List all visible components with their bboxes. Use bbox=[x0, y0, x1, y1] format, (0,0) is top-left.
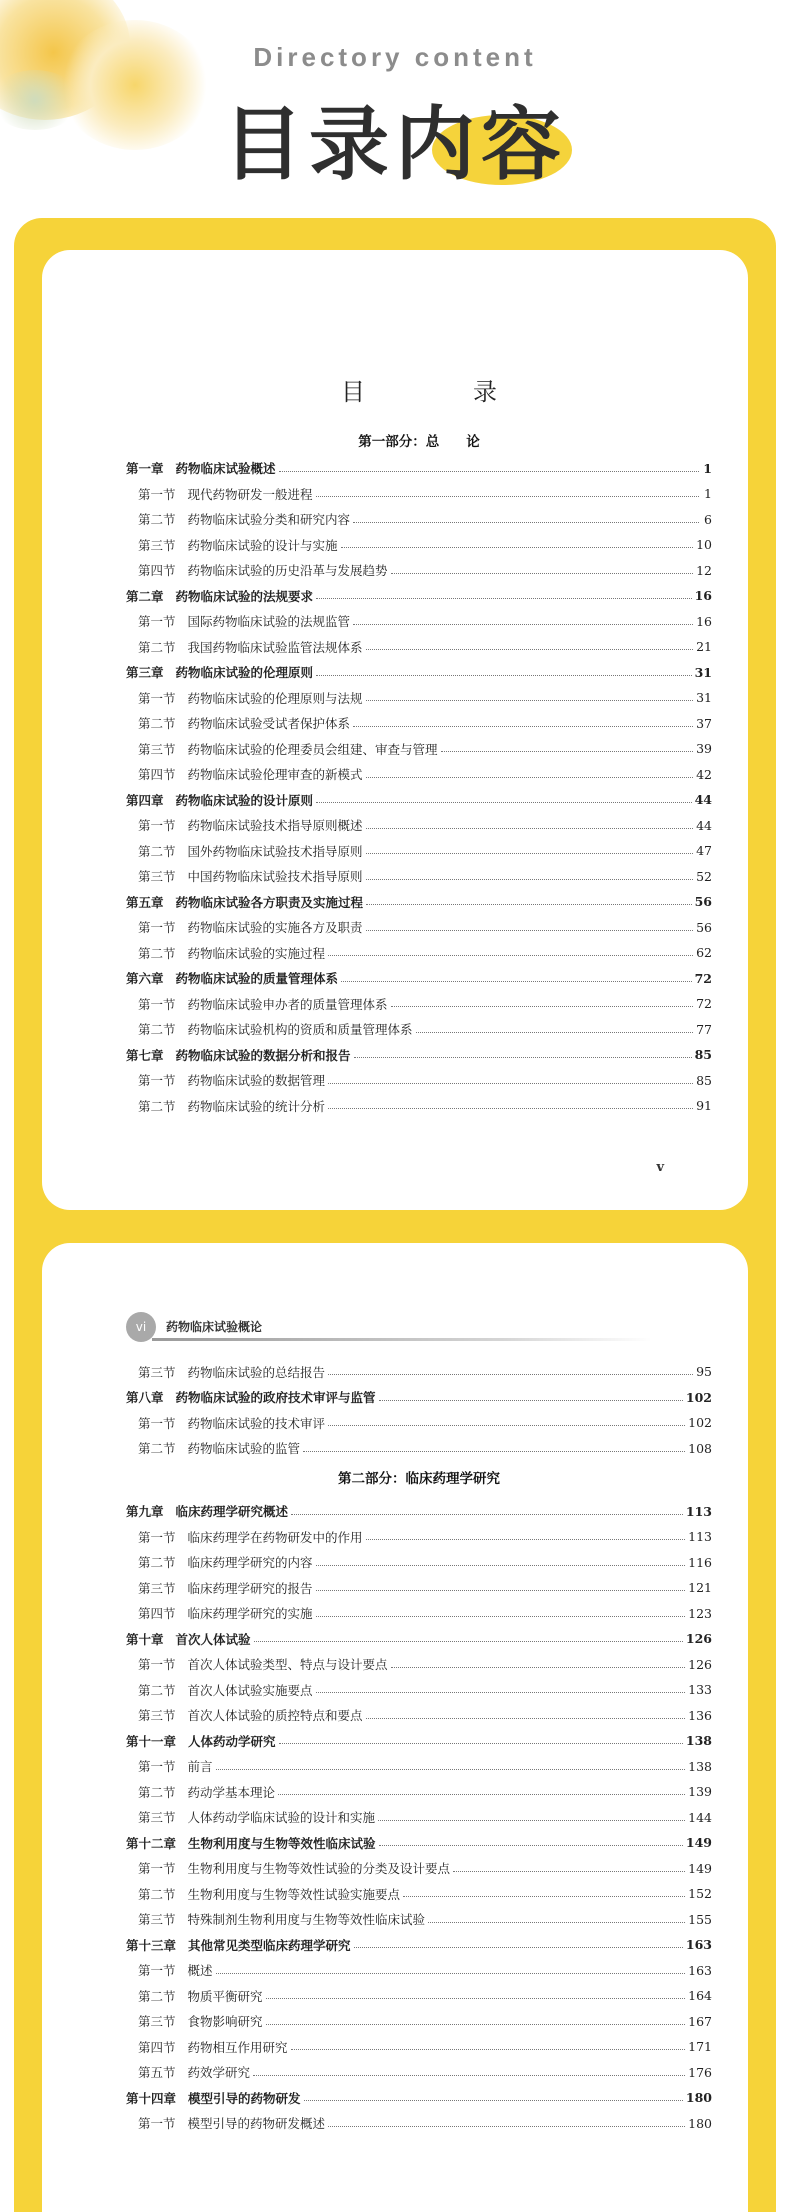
toc-entry-number: 第一节 bbox=[138, 1073, 176, 1089]
dot-leader bbox=[391, 573, 694, 574]
toc-entry-page: 133 bbox=[688, 1682, 712, 1698]
toc-chapter-row bbox=[126, 889, 712, 915]
toc-entry-page: 77 bbox=[696, 1021, 712, 1037]
toc-chapter-row bbox=[126, 1042, 712, 1068]
toc-entry-title: 药动学基本理论 bbox=[187, 1784, 276, 1800]
toc-section-row bbox=[126, 711, 712, 737]
toc-entry-page: 155 bbox=[688, 1911, 712, 1927]
page-folio: v bbox=[656, 1160, 664, 1175]
toc-entry-title: 药物临床试验的法规要求 bbox=[175, 588, 314, 604]
toc-entry-page: 163 bbox=[688, 1962, 712, 1978]
toc-entry-number: 第二节 bbox=[138, 716, 176, 732]
toc-chapter-row bbox=[126, 456, 712, 482]
toc-section-row bbox=[126, 1359, 712, 1385]
toc-section-row bbox=[126, 1410, 712, 1436]
toc-entry-page: 85 bbox=[696, 1072, 712, 1088]
toc-section-row bbox=[126, 2009, 712, 2035]
toc-entry-page: 180 bbox=[688, 2115, 712, 2131]
dot-leader bbox=[316, 802, 692, 803]
toc-entry-number: 第一章 bbox=[126, 461, 164, 477]
toc-entry-number: 第九章 bbox=[126, 1504, 164, 1520]
toc-entry-title: 药物临床试验的数据分析和报告 bbox=[175, 1047, 351, 1063]
toc-list bbox=[126, 1499, 712, 2137]
toc-entry-page: 149 bbox=[688, 1860, 712, 1876]
toc-entry-title: 食物影响研究 bbox=[187, 2014, 263, 2030]
toc-entry-page: 10 bbox=[696, 537, 712, 553]
toc-entry-title: 临床药理学研究的实施 bbox=[187, 1606, 313, 1622]
dot-leader bbox=[316, 1692, 686, 1693]
toc-entry-page: 113 bbox=[688, 1529, 712, 1545]
toc-entry-title: 临床药理学研究的内容 bbox=[187, 1555, 313, 1571]
toc-entry-title: 首次人体试验类型、特点与设计要点 bbox=[187, 1657, 388, 1673]
dot-leader bbox=[328, 1425, 685, 1426]
toc-section-row bbox=[126, 1524, 712, 1550]
toc-entry-page: 62 bbox=[696, 945, 712, 961]
toc-entry-title: 前言 bbox=[187, 1759, 213, 1775]
dot-leader bbox=[353, 522, 699, 523]
toc-entry-number: 第三章 bbox=[126, 665, 164, 681]
toc-entry-title: 药物临床试验受试者保护体系 bbox=[187, 716, 351, 732]
toc-entry-number: 第一节 bbox=[138, 1861, 176, 1877]
toc-entry-title: 药效学研究 bbox=[187, 2065, 251, 2081]
toc-entry-number: 第四节 bbox=[138, 1606, 176, 1622]
toc-entry-title: 药物临床试验各方职责及实施过程 bbox=[175, 894, 364, 910]
toc-entry-page: 37 bbox=[696, 715, 712, 731]
toc-entry-number: 第二节 bbox=[138, 1682, 176, 1698]
toc-section-row bbox=[126, 1093, 712, 1119]
toc-entry-page: 123 bbox=[688, 1605, 712, 1621]
toc-section-row bbox=[126, 736, 712, 762]
dot-leader bbox=[316, 1616, 686, 1617]
dot-leader bbox=[316, 496, 699, 497]
toc-entry-title: 药物临床试验的实施过程 bbox=[187, 945, 326, 961]
toc-entry-title: 药物临床试验的统计分析 bbox=[187, 1098, 326, 1114]
toc-entry-page: 72 bbox=[696, 996, 712, 1012]
toc-page-2 bbox=[42, 1243, 748, 2212]
toc-entry-number: 第十一章 bbox=[126, 1733, 177, 1749]
toc-entry-number: 第十二章 bbox=[126, 1835, 177, 1851]
dot-leader bbox=[266, 1998, 686, 1999]
toc-entry-number: 第一节 bbox=[138, 1415, 176, 1431]
toc-entry-title: 模型引导的药物研发 bbox=[188, 2090, 301, 2106]
toc-entry-title: 药物临床试验的总结报告 bbox=[187, 1364, 326, 1380]
toc-section-row bbox=[126, 634, 712, 660]
toc-entry-title: 其他常见类型临床药理学研究 bbox=[188, 1937, 351, 1953]
toc-entry-title: 药物临床试验的数据管理 bbox=[187, 1073, 326, 1089]
toc-entry-page: 113 bbox=[685, 1503, 712, 1519]
toc-section-row bbox=[126, 1068, 712, 1094]
toc-entry-page: 47 bbox=[696, 843, 712, 859]
toc-section-row bbox=[126, 532, 712, 558]
toc-section-row bbox=[126, 1754, 712, 1780]
dot-leader bbox=[279, 471, 699, 472]
toc-entry-number: 第一节 bbox=[138, 486, 176, 502]
toc-chapter-row bbox=[126, 1499, 712, 1525]
dot-leader bbox=[303, 1451, 685, 1452]
toc-entry-number: 第二节 bbox=[138, 1098, 176, 1114]
dot-leader bbox=[354, 1057, 692, 1058]
toc-entry-title: 特殊制剂生物利用度与生物等效性临床试验 bbox=[187, 1912, 426, 1928]
toc-entry-page: 16 bbox=[696, 613, 712, 629]
toc-entry-title: 药物临床试验的技术审评 bbox=[187, 1415, 326, 1431]
toc-entry-page: 108 bbox=[688, 1440, 712, 1456]
toc-entry-page: 149 bbox=[685, 1835, 712, 1851]
toc-entry-page: 21 bbox=[696, 639, 712, 655]
dot-leader bbox=[304, 2100, 683, 2101]
part-title: 第二部分：临床药理学研究 bbox=[338, 1471, 500, 1487]
toc-entry-title: 首次人体试验实施要点 bbox=[187, 1682, 313, 1698]
toc-entry-number: 第二节 bbox=[138, 1784, 176, 1800]
toc-entry-number: 第二章 bbox=[126, 588, 164, 604]
toc-entry-number: 第八章 bbox=[126, 1390, 164, 1406]
toc-entry-page: 138 bbox=[685, 1733, 712, 1749]
toc-section-row bbox=[126, 1907, 712, 1933]
dot-leader bbox=[279, 1743, 683, 1744]
toc-entry-title: 我国药物临床试验监管法规体系 bbox=[187, 639, 363, 655]
toc-entry-number: 第二节 bbox=[138, 1555, 176, 1571]
dot-leader bbox=[341, 547, 694, 548]
toc-entry-number: 第六章 bbox=[126, 971, 164, 987]
dot-leader bbox=[378, 1820, 685, 1821]
toc-entry-title: 药物临床试验的设计原则 bbox=[175, 792, 314, 808]
toc-entry-title: 生物利用度与生物等效性临床试验 bbox=[188, 1835, 376, 1851]
toc-entry-page: 102 bbox=[688, 1415, 712, 1431]
toc-entry-number: 第二节 bbox=[138, 639, 176, 655]
toc-entry-title: 首次人体试验的质控特点和要点 bbox=[187, 1708, 363, 1724]
toc-section-row bbox=[126, 1677, 712, 1703]
toc-entry-title: 生物利用度与生物等效性试验的分类及设计要点 bbox=[187, 1861, 451, 1877]
dot-leader bbox=[253, 2075, 685, 2076]
toc-entry-title: 国际药物临床试验的法规监管 bbox=[187, 614, 351, 630]
toc-entry-number: 第三节 bbox=[138, 1810, 176, 1826]
running-head-page-number: vi bbox=[126, 1312, 156, 1342]
toc-entry-number: 第三节 bbox=[138, 741, 176, 757]
toc-entry-page: 72 bbox=[694, 970, 712, 986]
toc-entry-page: 171 bbox=[688, 2039, 712, 2055]
toc-section-row bbox=[126, 1436, 712, 1462]
dot-leader bbox=[366, 700, 694, 701]
dot-leader bbox=[328, 1083, 693, 1084]
toc-entry-page: 163 bbox=[685, 1937, 712, 1953]
toc-section-row bbox=[126, 609, 712, 635]
toc-section-row bbox=[126, 1805, 712, 1831]
toc-section-row bbox=[126, 1550, 712, 1576]
toc-chapter-row bbox=[126, 966, 712, 992]
dot-leader bbox=[403, 1896, 685, 1897]
toc-chapter-row bbox=[126, 583, 712, 609]
toc-chapter-row bbox=[126, 1932, 712, 1958]
toc-entry-number: 第十四章 bbox=[126, 2090, 177, 2106]
toc-entry-title: 临床药理学在药物研发中的作用 bbox=[187, 1529, 363, 1545]
toc-heading: 目 录 bbox=[341, 378, 539, 406]
toc-entry-page: 56 bbox=[696, 919, 712, 935]
toc-entry-number: 第二节 bbox=[138, 945, 176, 961]
toc-entry-title: 生物利用度与生物等效性试验实施要点 bbox=[187, 1886, 401, 1902]
toc-entry-title: 人体药动学临床试验的设计和实施 bbox=[187, 1810, 376, 1826]
toc-entry-title: 药物临床试验技术指导原则概述 bbox=[187, 818, 363, 834]
toc-entry-title: 药物临床试验申办者的质量管理体系 bbox=[187, 996, 388, 1012]
dot-leader bbox=[366, 904, 692, 905]
part-title: 第一部分：总 论 bbox=[358, 434, 480, 450]
running-head bbox=[126, 1308, 646, 1348]
toc-section-row bbox=[126, 1983, 712, 2009]
dot-leader bbox=[366, 1718, 686, 1719]
toc-entry-number: 第二节 bbox=[138, 512, 176, 528]
toc-entry-page: 85 bbox=[694, 1047, 712, 1063]
dot-leader bbox=[366, 930, 694, 931]
dot-leader bbox=[353, 624, 693, 625]
toc-entry-title: 物质平衡研究 bbox=[187, 1988, 263, 2004]
header bbox=[0, 0, 790, 215]
toc-entry-title: 药物临床试验的监管 bbox=[187, 1441, 301, 1457]
toc-chapter-row bbox=[126, 1830, 712, 1856]
dot-leader bbox=[291, 1514, 683, 1515]
toc-entry-title: 药物临床试验的质量管理体系 bbox=[175, 971, 339, 987]
toc-entry-title: 药物临床试验机构的资质和质量管理体系 bbox=[187, 1022, 413, 1038]
toc-entry-number: 第四节 bbox=[138, 563, 176, 579]
dot-leader bbox=[216, 1769, 686, 1770]
toc-entry-number: 第一节 bbox=[138, 818, 176, 834]
toc-entry-page: 152 bbox=[688, 1886, 712, 1902]
dot-leader bbox=[316, 675, 692, 676]
toc-entry-title: 概述 bbox=[187, 1963, 213, 1979]
toc-entry-page: 102 bbox=[685, 1389, 712, 1405]
toc-entry-page: 144 bbox=[688, 1809, 712, 1825]
toc-entry-title: 临床药理学研究概述 bbox=[175, 1504, 289, 1520]
toc-entry-title: 药物临床试验的伦理委员会组建、审查与管理 bbox=[187, 741, 438, 757]
toc-entry-page: 52 bbox=[696, 868, 712, 884]
toc-entry-title: 模型引导的药物研发概述 bbox=[187, 2116, 326, 2132]
dot-leader bbox=[291, 2049, 686, 2050]
toc-entry-number: 第十三章 bbox=[126, 1937, 177, 1953]
toc-entry-page: 12 bbox=[696, 562, 712, 578]
dot-leader bbox=[366, 853, 694, 854]
toc-entry-page: 116 bbox=[688, 1554, 712, 1570]
dot-leader bbox=[354, 1947, 683, 1948]
toc-entry-page: 126 bbox=[688, 1656, 712, 1672]
toc-entry-number: 第一节 bbox=[138, 1759, 176, 1775]
toc-page-1 bbox=[42, 250, 748, 1210]
toc-entry-number: 第三节 bbox=[138, 537, 176, 553]
toc-entry-number: 第三节 bbox=[138, 2014, 176, 2030]
dot-leader bbox=[391, 1667, 686, 1668]
toc-entry-number: 第二节 bbox=[138, 1441, 176, 1457]
toc-entry-page: 1 bbox=[703, 460, 712, 476]
toc-section-row bbox=[126, 1779, 712, 1805]
toc-entry-title: 首次人体试验 bbox=[175, 1631, 251, 1647]
page-title: 目录内容 bbox=[223, 98, 567, 191]
toc-entry-page: 121 bbox=[688, 1580, 712, 1596]
toc-section-row bbox=[126, 2034, 712, 2060]
toc-entry-title: 人体药动学研究 bbox=[188, 1733, 276, 1749]
toc-section-row bbox=[126, 1575, 712, 1601]
running-head-rule bbox=[152, 1338, 652, 1341]
dot-leader bbox=[416, 1032, 694, 1033]
toc-entry-page: 138 bbox=[688, 1758, 712, 1774]
dot-leader bbox=[341, 981, 692, 982]
dot-leader bbox=[216, 1973, 686, 1974]
dot-leader bbox=[391, 1006, 694, 1007]
dot-leader bbox=[316, 1565, 686, 1566]
dot-leader bbox=[266, 2024, 686, 2025]
toc-entry-title: 药物临床试验的历史沿革与发展趋势 bbox=[187, 563, 388, 579]
toc-entry-number: 第十章 bbox=[126, 1631, 164, 1647]
toc-entry-title: 药物相互作用研究 bbox=[187, 2039, 288, 2055]
dot-leader bbox=[353, 726, 693, 727]
dot-leader bbox=[316, 598, 692, 599]
toc-entry-title: 药物临床试验伦理审查的新模式 bbox=[187, 767, 363, 783]
toc-entry-page: 139 bbox=[688, 1784, 712, 1800]
toc-section-row bbox=[126, 1958, 712, 1984]
toc-chapter-row bbox=[126, 1728, 712, 1754]
toc-entry-number: 第三节 bbox=[138, 869, 176, 885]
toc-chapter-row bbox=[126, 787, 712, 813]
dot-leader bbox=[328, 1108, 693, 1109]
toc-entry-title: 现代药物研发一般进程 bbox=[187, 486, 313, 502]
toc-entry-page: 95 bbox=[696, 1364, 712, 1380]
toc-entry-number: 第一节 bbox=[138, 1657, 176, 1673]
dot-leader bbox=[379, 1400, 683, 1401]
dot-leader bbox=[366, 879, 694, 880]
toc-entry-number: 第二节 bbox=[138, 1988, 176, 2004]
toc-section-row bbox=[126, 915, 712, 941]
dot-leader bbox=[441, 751, 694, 752]
toc-section-row bbox=[126, 507, 712, 533]
toc-entry-number: 第七章 bbox=[126, 1047, 164, 1063]
dot-leader bbox=[379, 1845, 683, 1846]
toc-entry-title: 中国药物临床试验技术指导原则 bbox=[187, 869, 363, 885]
toc-section-row bbox=[126, 1881, 712, 1907]
toc-entry-title: 药物临床试验的实施各方及职责 bbox=[187, 920, 363, 936]
toc-entry-page: 16 bbox=[694, 588, 712, 604]
toc-entry-page: 180 bbox=[685, 2090, 712, 2106]
dot-leader bbox=[366, 649, 694, 650]
toc-entry-title: 临床药理学研究的报告 bbox=[187, 1580, 313, 1596]
toc-entry-page: 42 bbox=[696, 766, 712, 782]
toc-entry-number: 第三节 bbox=[138, 1912, 176, 1928]
dot-leader bbox=[453, 1871, 685, 1872]
dot-leader bbox=[254, 1641, 683, 1642]
toc-entry-page: 164 bbox=[688, 1988, 712, 2004]
toc-entry-title: 药物临床试验的伦理原则 bbox=[175, 665, 314, 681]
header-subtitle: Directory content bbox=[253, 42, 537, 72]
toc-entry-number: 第二节 bbox=[138, 1022, 176, 1038]
toc-entry-page: 44 bbox=[696, 817, 712, 833]
toc-section-row bbox=[126, 838, 712, 864]
toc-entry-page: 31 bbox=[694, 664, 712, 680]
toc-chapter-row bbox=[126, 1626, 712, 1652]
toc-entry-page: 44 bbox=[694, 792, 712, 808]
toc-list bbox=[126, 1359, 712, 1461]
toc-section-row bbox=[126, 940, 712, 966]
toc-entry-number: 第一节 bbox=[138, 690, 176, 706]
toc-entry-page: 176 bbox=[688, 2064, 712, 2080]
toc-section-row bbox=[126, 1703, 712, 1729]
toc-entry-number: 第一节 bbox=[138, 920, 176, 936]
dot-leader bbox=[328, 2126, 685, 2127]
toc-chapter-row bbox=[126, 1385, 712, 1411]
toc-entry-page: 91 bbox=[696, 1098, 712, 1114]
toc-entry-page: 56 bbox=[694, 894, 712, 910]
toc-entry-number: 第四节 bbox=[138, 2039, 176, 2055]
toc-entry-title: 药物临床试验的伦理原则与法规 bbox=[187, 690, 363, 706]
toc-entry-number: 第一节 bbox=[138, 1963, 176, 1979]
toc-entry-number: 第一节 bbox=[138, 996, 176, 1012]
toc-entry-number: 第三节 bbox=[138, 1580, 176, 1596]
dot-leader bbox=[428, 1922, 685, 1923]
toc-entry-title: 药物临床试验的政府技术审评与监管 bbox=[175, 1390, 376, 1406]
toc-section-row bbox=[126, 1601, 712, 1627]
toc-entry-page: 126 bbox=[685, 1631, 712, 1647]
toc-entry-number: 第一节 bbox=[138, 1529, 176, 1545]
toc-entry-page: 1 bbox=[704, 486, 712, 502]
toc-entry-title: 药物临床试验分类和研究内容 bbox=[187, 512, 351, 528]
toc-section-row bbox=[126, 2060, 712, 2086]
toc-entry-page: 39 bbox=[696, 741, 712, 757]
toc-entry-number: 第二节 bbox=[138, 843, 176, 859]
toc-entry-number: 第五节 bbox=[138, 2065, 176, 2081]
toc-entry-number: 第四节 bbox=[138, 767, 176, 783]
toc-entry-page: 136 bbox=[688, 1707, 712, 1723]
toc-section-row bbox=[126, 813, 712, 839]
toc-section-row bbox=[126, 685, 712, 711]
toc-entry-number: 第一节 bbox=[138, 2116, 176, 2132]
toc-entry-number: 第一节 bbox=[138, 614, 176, 630]
toc-section-row bbox=[126, 991, 712, 1017]
toc-section-row bbox=[126, 762, 712, 788]
toc-list bbox=[126, 456, 712, 1119]
toc-entry-number: 第二节 bbox=[138, 1886, 176, 1902]
toc-chapter-row bbox=[126, 2085, 712, 2111]
toc-section-row bbox=[126, 864, 712, 890]
toc-entry-number: 第三节 bbox=[138, 1364, 176, 1380]
toc-entry-page: 6 bbox=[704, 511, 712, 527]
dot-leader bbox=[366, 1539, 686, 1540]
toc-chapter-row bbox=[126, 660, 712, 686]
toc-section-row bbox=[126, 1652, 712, 1678]
toc-entry-number: 第五章 bbox=[126, 894, 164, 910]
toc-section-row bbox=[126, 1856, 712, 1882]
dot-leader bbox=[316, 1590, 686, 1591]
running-head-title: 药物临床试验概论 bbox=[166, 1320, 263, 1334]
toc-entry-title: 药物临床试验的设计与实施 bbox=[187, 537, 338, 553]
toc-entry-number: 第三节 bbox=[138, 1708, 176, 1724]
toc-entry-page: 167 bbox=[688, 2013, 712, 2029]
dot-leader bbox=[366, 828, 694, 829]
toc-section-row bbox=[126, 2111, 712, 2137]
toc-section-row bbox=[126, 1017, 712, 1043]
dot-leader bbox=[366, 777, 694, 778]
dot-leader bbox=[328, 1374, 693, 1375]
dot-leader bbox=[328, 955, 693, 956]
toc-entry-page: 31 bbox=[696, 690, 712, 706]
toc-section-row bbox=[126, 481, 712, 507]
toc-entry-number: 第四章 bbox=[126, 792, 164, 808]
toc-entry-title: 药物临床试验概述 bbox=[175, 461, 276, 477]
toc-section-row bbox=[126, 558, 712, 584]
dot-leader bbox=[278, 1794, 685, 1795]
toc-entry-title: 国外药物临床试验技术指导原则 bbox=[187, 843, 363, 859]
